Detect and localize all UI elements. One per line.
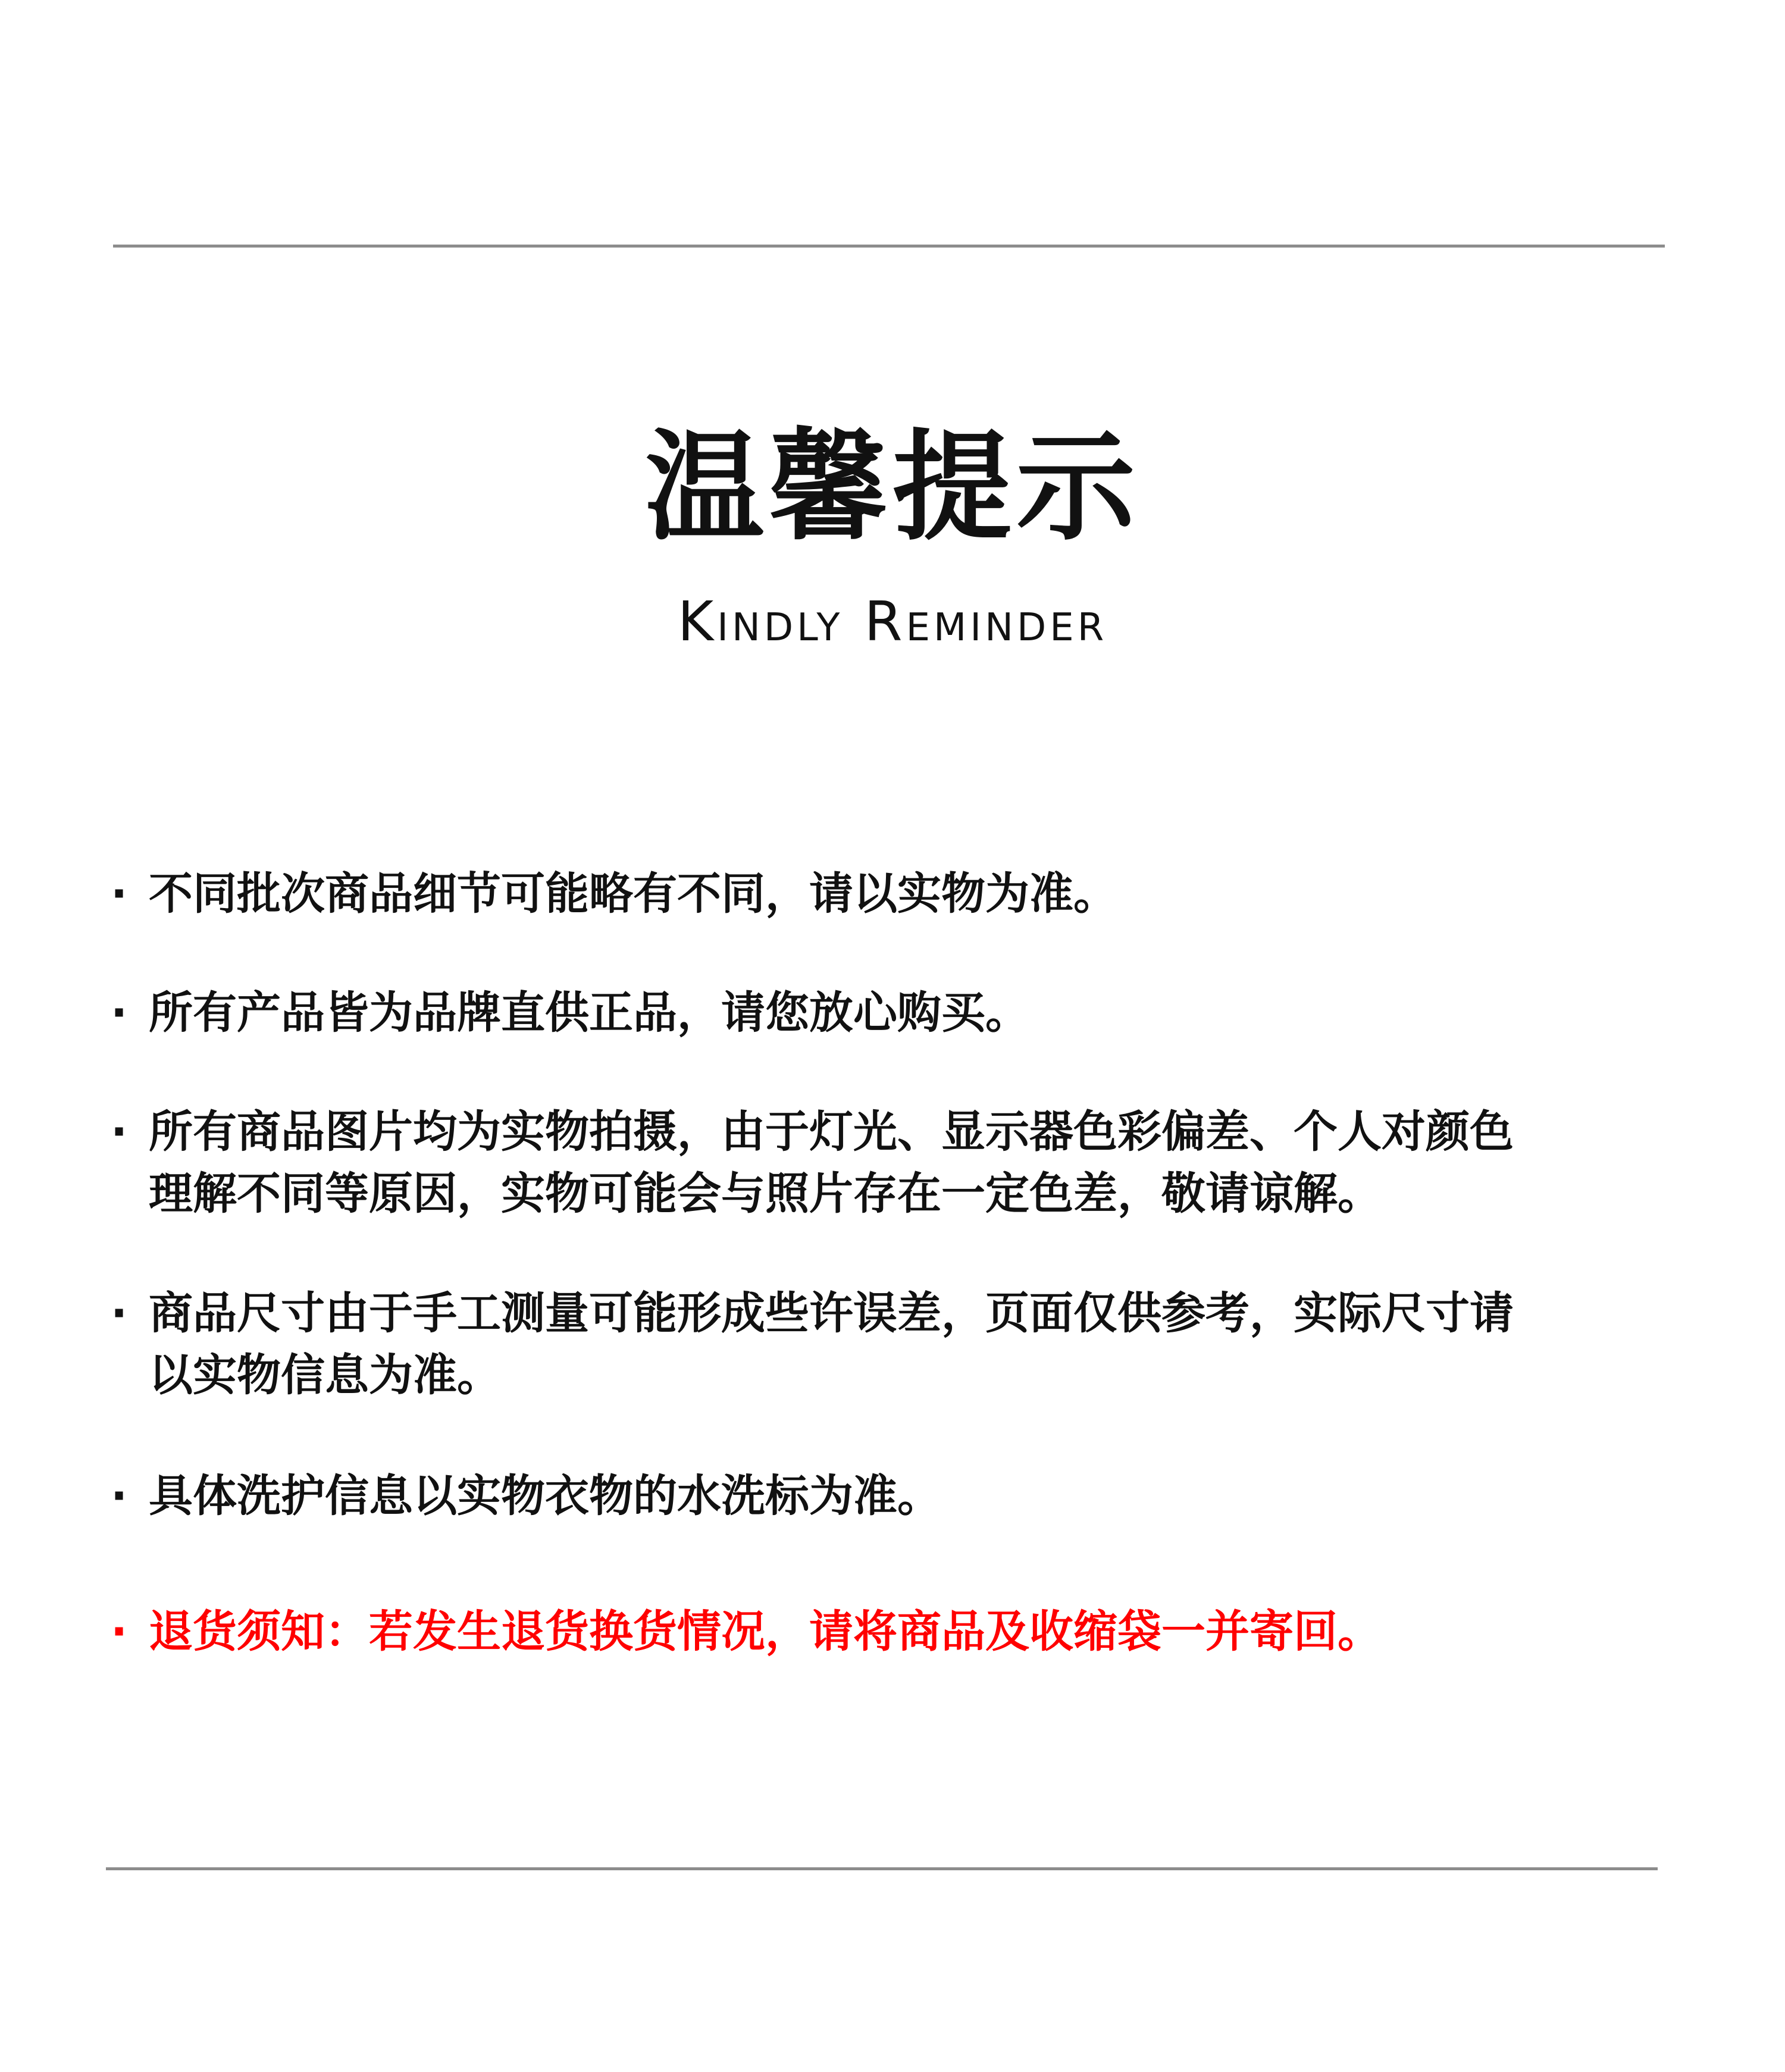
page-subtitle: Kindly Reminder — [677, 590, 1108, 653]
return-notice-text: 退货须知：若发生退货换货情况，请将商品及收缩袋一并寄回。 — [149, 1606, 1382, 1657]
bullet-icon: · — [111, 868, 128, 919]
bullet-icon: · — [111, 987, 128, 1038]
page-title: 温馨提示 — [644, 418, 1140, 557]
reminder-item — [111, 982, 1681, 1044]
reminder-text: 所有商品图片均为实物拍摄，由于灯光、显示器色彩偏差、个人对颜色 理解不同等原因，实物可能会与照片存在一定色差，敬请谅解。 — [149, 1106, 1514, 1219]
bullet-icon: · — [111, 1606, 128, 1657]
reminder-text: 不同批次商品细节可能略有不同，请以实物为准。 — [149, 868, 1117, 919]
reminder-item — [111, 1465, 1681, 1527]
bullet-icon: · — [111, 1106, 128, 1157]
reminder-item — [111, 1282, 1681, 1406]
bullet-icon: · — [111, 1288, 128, 1339]
top-divider — [113, 245, 1665, 248]
return-notice — [111, 1601, 1681, 1663]
reminder-text: 具体洗护信息以实物衣物的水洗标为准。 — [149, 1470, 941, 1522]
bottom-divider — [106, 1867, 1658, 1870]
reminder-item — [111, 863, 1681, 925]
bullet-icon: · — [111, 1470, 128, 1522]
reminder-text: 商品尺寸由于手工测量可能形成些许误差，页面仅供参考，实际尺寸请 以实物信息为准。 — [149, 1288, 1514, 1401]
reminder-text: 所有产品皆为品牌直供正品，请您放心购买。 — [149, 987, 1029, 1038]
reminder-item — [111, 1101, 1681, 1225]
